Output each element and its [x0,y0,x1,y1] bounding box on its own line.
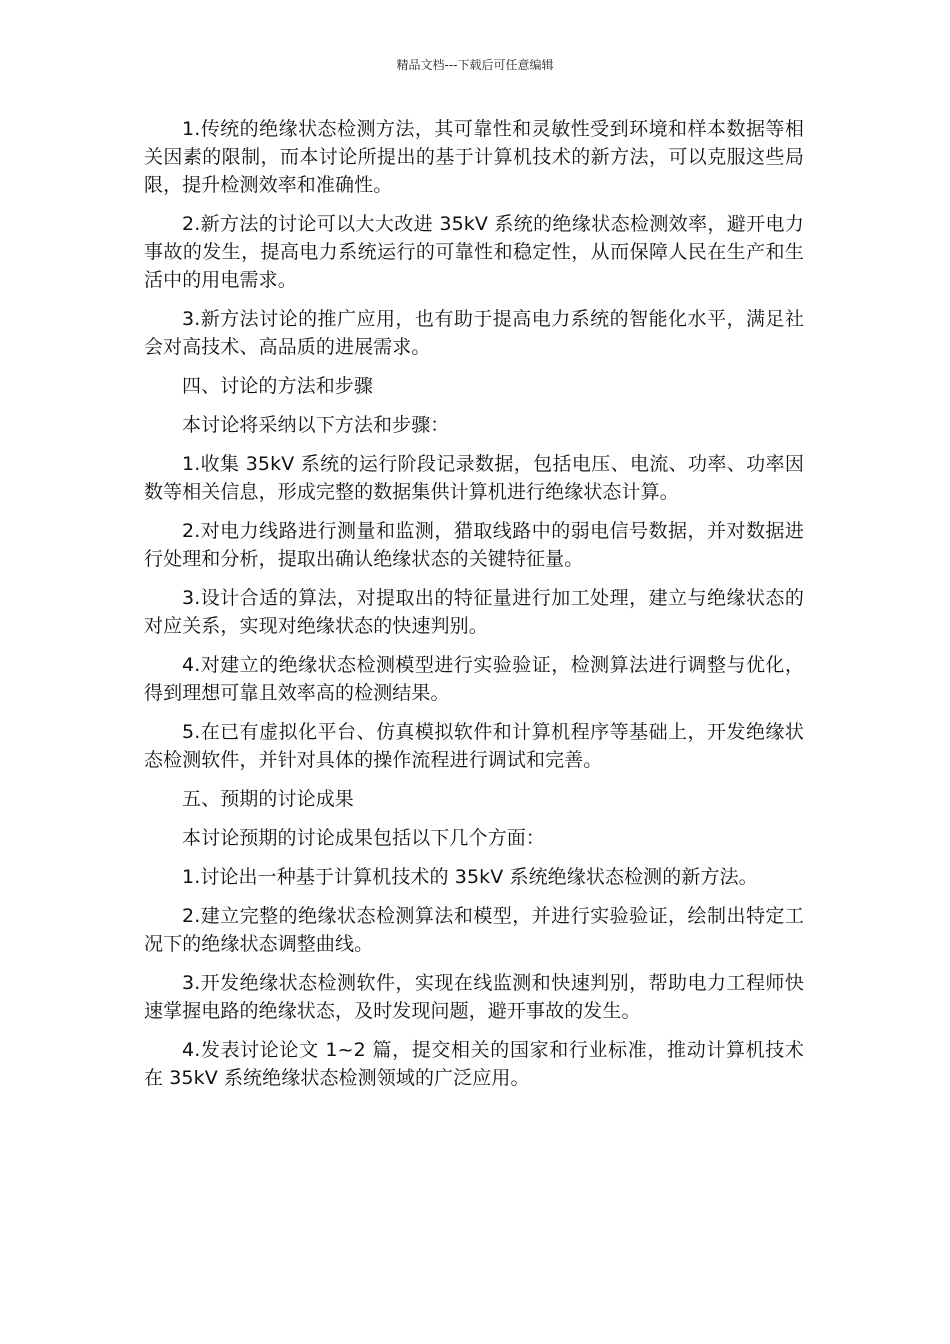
document-body [144,115,804,1103]
methods-intro: 本讨论将采纳以下方法和步骤： [182,414,450,436]
outcome-item-4: 4.发表讨论论文 1~2 篇，提交相关的国家和行业标准，推动计算机技术在 35kV 系统绝缘状态检测领域的广泛应用。 [144,1039,804,1089]
significance-item-1: 1.传统的绝缘状态检测方法，其可靠性和灵敏性受到环境和样本数据等相关因素的限制，而本讨论所提出的基于计算机技术的新方法，可以克服这些局限，提升检测效率和准确性。 [144,118,804,196]
method-step-2: 2.对电力线路进行测量和监测，猎取线路中的弱电信号数据，并对数据进行处理和分析，提取出确认绝缘状态的关键特征量。 [144,520,804,570]
significance-item-3: 3.新方法讨论的推广应用，也有助于提高电力系统的智能化水平，满足社会对高技术、高品质的进展需求。 [144,308,804,358]
method-step-4: 4.对建立的绝缘状态检测模型进行实验验证，检测算法进行调整与优化，得到理想可靠且效率高的检测结果。 [144,654,804,704]
method-step-3: 3.设计合适的算法，对提取出的特征量进行加工处理，建立与绝缘状态的对应关系，实现对绝缘状态的快速判别。 [144,587,804,637]
page-header: 精品文档---下载后可任意编辑 [396,58,554,72]
outcome-item-2: 2.建立完整的绝缘状态检测算法和模型，并进行实验验证，绘制出特定工况下的绝缘状态调整曲线。 [144,905,804,955]
outcome-item-3: 3.开发绝缘状态检测软件，实现在线监测和快速判别，帮助电力工程师快速掌握电路的绝缘状态，及时发现问题，避开事故的发生。 [144,972,804,1022]
section-heading-methods: 四、讨论的方法和步骤 [182,375,374,397]
outcome-item-1: 1.讨论出一种基于计算机技术的 35kV 系统绝缘状态检测的新方法。 [182,866,758,888]
section-heading-outcomes: 五、预期的讨论成果 [182,788,354,810]
outcomes-intro: 本讨论预期的讨论成果包括以下几个方面： [182,827,545,849]
significance-item-2: 2.新方法的讨论可以大大改进 35kV 系统的绝缘状态检测效率，避开电力事故的发生，提高电力系统运行的可靠性和稳定性，从而保障人民在生产和生活中的用电需求。 [144,213,804,291]
method-step-1: 1.收集 35kV 系统的运行阶段记录数据，包括电压、电流、功率、功率因数等相关信息，形成完整的数据集供计算机进行绝缘状态计算。 [144,453,804,503]
method-step-5: 5.在已有虚拟化平台、仿真模拟软件和计算机程序等基础上，开发绝缘状态检测软件，并针对具体的操作流程进行调试和完善。 [144,721,804,771]
